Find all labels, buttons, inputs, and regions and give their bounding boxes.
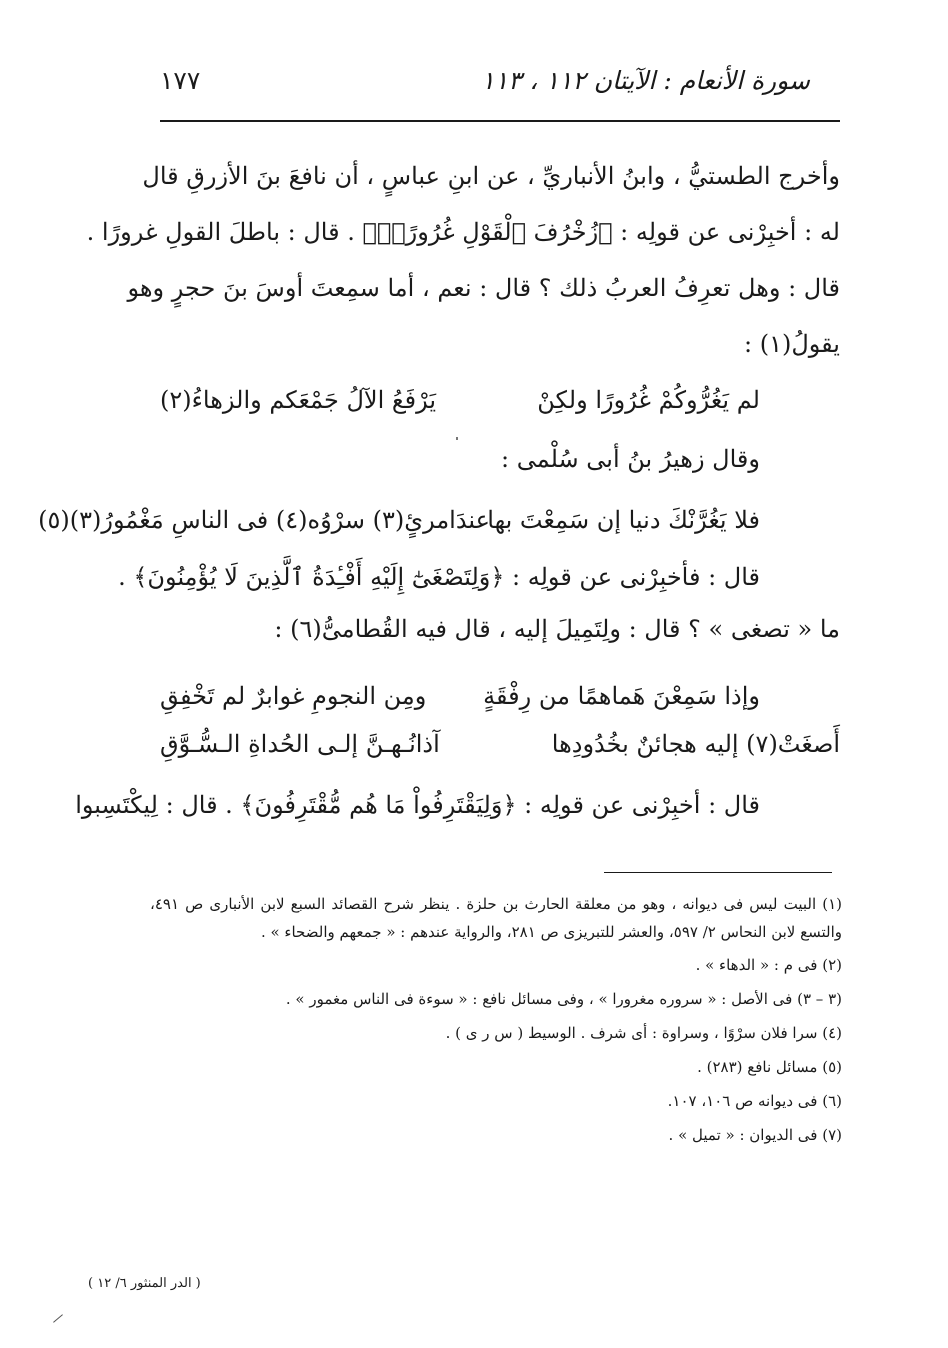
header-title: سورة الأنعام : الآيتان ١١٢ ، ١١٣	[481, 66, 810, 95]
stray-mark	[53, 1314, 63, 1322]
verse-hemistich-first: أَصغَتْ(٧) إليه هجائنٌ بخُدُودِها	[551, 730, 840, 758]
verse-hemistich-first: وإذا سَمِعْنَ هَماهمًا من رِفْقَةٍ	[483, 682, 760, 710]
imprint-mark: ( الدر المنثور ٦/ ١٢ )	[88, 1276, 201, 1291]
verse-hemistich-first: فلا يَغُرَّنْكَ دنيا إن سَمِعْتَ بها	[487, 506, 760, 534]
verse-hemistich-second: ومِن النجومِ غوابرٌ لم تَخْفِقِ	[160, 682, 427, 710]
main-paragraph	[86, 148, 840, 372]
footnote-3: (٣ – ٣) فى الأصل : « سروره مغرورا » ، وفى مسائل نافع : « سوءة فى الناس مغمور » .	[285, 990, 842, 1008]
verse-aws	[160, 376, 840, 424]
footnotes	[150, 890, 842, 1154]
verse-row	[160, 672, 840, 720]
paragraph-line: قال : فأخبِرْنى عن قولِه : ﴿وَلِتَصْغَىٰٓ إِلَيْهِ أَفْـِٔدَةُ ٱلَّذِينَ لَا يُؤْمِنُونَ﴾ .	[118, 563, 760, 591]
footnote-rule	[604, 872, 832, 873]
footnote-6: (٦) فى ديوانه ص ١٠٦، ١٠٧.	[667, 1092, 842, 1110]
footnote-4: (٤) سرا فلان سرْوًا ، وسراوة : أى شرف . الوسيط ( س ر ى ) .	[445, 1024, 842, 1042]
header-rule	[160, 120, 840, 122]
paragraph-line: قال : وهل تعرِفُ العربُ ذلك ؟ قال : نعم ، أما سمِعتَ أوسَ بنَ حجرٍ وهو	[127, 274, 840, 302]
paragraph-line: يقولُ(١) :	[744, 330, 840, 358]
footnote-5: (٥) مسائل نافع (٢٨٣) .	[697, 1058, 842, 1076]
verse-row	[38, 496, 840, 544]
paragraph-line: قال : أخبِرْنى عن قولِه : ﴿وَلِيَقْتَرِفُواْ مَا هُم مُّقْتَرِفُونَ﴾ . قال : لِيكْتَسِبوا	[75, 791, 760, 819]
paragraph-line: له : أخبِرْنى عن قولِه : ﴿زُخْرُفَ ٱلْقَوْلِ غُرُورًاۚ﴾ . قال : باطلَ القولِ غرورًا .	[86, 218, 840, 246]
page-number: ١٧٧	[160, 66, 201, 95]
footnote-2: (٢) فى م : « الدهاء » .	[695, 956, 842, 974]
verse-hemistich-second: عندَامرئٍ(٣) سرْوُه(٤) فى الناسِ مَغْمُورُ(٣)(٥)	[38, 506, 490, 534]
running-header	[160, 66, 840, 106]
verse-row	[160, 720, 840, 768]
verse-hemistich-first: لم يَغُرُّوكُمْ غُرُورًا ولكِنْ	[537, 386, 760, 414]
verse-qutami	[160, 672, 840, 768]
ink-speck	[456, 437, 458, 440]
verse-intro: وقال زهيرُ بنُ أبى سُلْمى :	[500, 445, 760, 473]
paragraph-line: ما « تصغى » ؟ قال : ولِتَمِيلَ إليه ، قال فيه القُطامىُّ(٦) :	[274, 615, 840, 643]
verse-row	[160, 376, 840, 424]
paragraph-line: وأخرج الطستيُّ ، وابنُ الأنباريِّ ، عن ابنِ عباسٍ ، أن نافعَ بنَ الأزرقِ قال	[142, 162, 840, 190]
verse-zuhayr	[38, 496, 840, 544]
verse-hemistich-second: يَرْفَعُ الآلُ جَمْعَكم والزهاءُ(٢)	[160, 386, 437, 414]
footnote-1: (١) البيت ليس فى ديوانه ، وهو من معلقة الحارث بن حلزة . ينظر شرح القصائد السبع لابن الأنبارى ص ٤٩١، والتسع لابن النحاس ٢/ ٥٩٧، والعشر للتبريزى ص ٢٨١، والرواية عندهم : « جمعهم والضحاء » .	[150, 895, 842, 941]
footnote-7: (٧) فى الديوان : « تميل » .	[668, 1126, 842, 1144]
verse-hemistich-second: آذانُـهـنَّ إلـى الحُداةِ الـسُّـوَّقِ	[160, 730, 440, 758]
